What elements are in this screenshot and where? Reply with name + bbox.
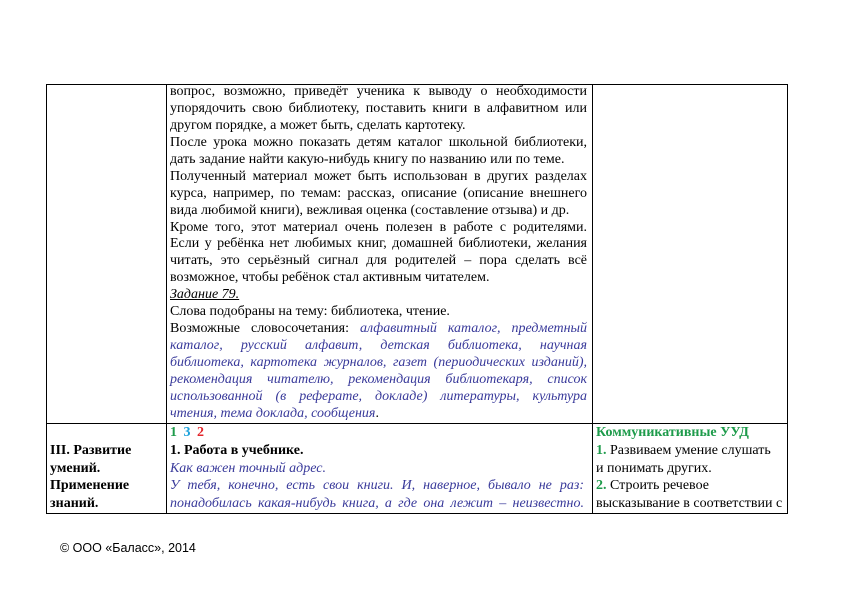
uud-item-text: Развиваем умение слушать bbox=[610, 442, 771, 458]
commentary-line: вида любимой книги), вежливая оценка (составление отзыва) и др. bbox=[170, 202, 570, 218]
uud-item bbox=[596, 442, 786, 460]
uud-item-text: и понимать других. bbox=[596, 460, 712, 476]
uud-item-number: 2. bbox=[596, 478, 607, 494]
commentary-line: Полученный материал может быть использован в других разделах bbox=[170, 168, 587, 184]
reading-line: понадобилась какая-нибудь книга, а где она лежит – неизвестно. bbox=[170, 496, 584, 512]
work-heading: 1. Работа в учебнике. bbox=[170, 442, 304, 458]
work-order bbox=[170, 424, 584, 442]
uud-item-text: высказывание в соответствии с bbox=[596, 496, 783, 512]
uud-cell bbox=[593, 85, 787, 423]
commentary-line: другом порядке, а может быть, сделать картотеку. bbox=[170, 117, 466, 133]
uud-item-number: 1. bbox=[596, 442, 607, 458]
phrase-examples: рекомендация читателю, рекомендация библиотекаря, список bbox=[170, 371, 587, 387]
content-cell bbox=[170, 424, 584, 513]
column-divider bbox=[166, 85, 167, 513]
commentary-line: упорядочить свою библиотеку, поставить книги в алфавитном или bbox=[170, 100, 587, 116]
uud-title: Коммуникативные УУД bbox=[596, 425, 749, 441]
content-cell bbox=[170, 84, 587, 423]
commentary-line: курса, например, по темам: рассказ, описание (описание внешнего bbox=[170, 185, 587, 201]
uud-item bbox=[596, 477, 786, 495]
work-order-number: 1 bbox=[170, 425, 177, 441]
phrase-examples: использованной (в реферате, докладе) литературы, культура bbox=[170, 388, 587, 404]
work-order-number: 2 bbox=[197, 425, 204, 441]
reading-line: У тебя, конечно, есть свои книги. И, наверное, бывало не раз: bbox=[170, 478, 584, 494]
commentary-line: дать задание найти какую-нибудь книгу по названию или по теме. bbox=[170, 151, 565, 167]
phrase-examples: библиотека, картотека журналов, газет (периодических изданий), bbox=[170, 355, 587, 370]
phrase-examples: чтения, тема доклада, сообщения bbox=[170, 405, 376, 421]
stage-label-line: Применение bbox=[50, 478, 130, 494]
phrases-line bbox=[170, 406, 587, 423]
task-intro: Слова подобраны на тему: библиотека, чтение. bbox=[170, 304, 450, 320]
stage-label-line: знаний. bbox=[50, 496, 99, 512]
stage-label-line: III. Развитие bbox=[50, 442, 132, 458]
phrase-examples: каталог, русский алфавит, детская библиотека, научная bbox=[170, 338, 587, 354]
uud-cell bbox=[596, 424, 786, 513]
phrases-line bbox=[170, 321, 587, 338]
phrases-end: . bbox=[375, 405, 379, 421]
commentary-line: возможное, чтобы ребёнок стал активным читателем. bbox=[170, 270, 490, 286]
reading-title: Как важен точный адрес. bbox=[170, 460, 327, 476]
commentary-line: читать, это серьёзный сигнал для родителей – пора сделать всё bbox=[170, 253, 587, 269]
lesson-plan-table bbox=[46, 84, 788, 514]
uud-item-text: Строить речевое bbox=[610, 478, 709, 494]
stage-label-line: умений. bbox=[50, 460, 101, 476]
stage-cell bbox=[47, 85, 166, 423]
stage-cell bbox=[50, 442, 165, 513]
commentary-line: вопрос, возможно, приведёт ученика к выводу о необходимости bbox=[170, 84, 587, 99]
copyright-footer: © ООО «Баласс», 2014 bbox=[60, 541, 196, 555]
task-title: Задание 79. bbox=[170, 287, 240, 303]
phrases-label: Возможные словосочетания: bbox=[170, 321, 349, 337]
commentary-line: Кроме того, этот материал очень полезен в работе с родителями. bbox=[170, 219, 587, 235]
commentary-line: После урока можно показать детям каталог школьной библиотеки, bbox=[170, 134, 587, 150]
work-order-number: 3 bbox=[183, 425, 191, 441]
commentary-line: Если у ребёнка нет любимых книг, домашней библиотеки, желания bbox=[170, 236, 587, 252]
phrase-examples: алфавитный каталог, предметный bbox=[359, 321, 588, 337]
